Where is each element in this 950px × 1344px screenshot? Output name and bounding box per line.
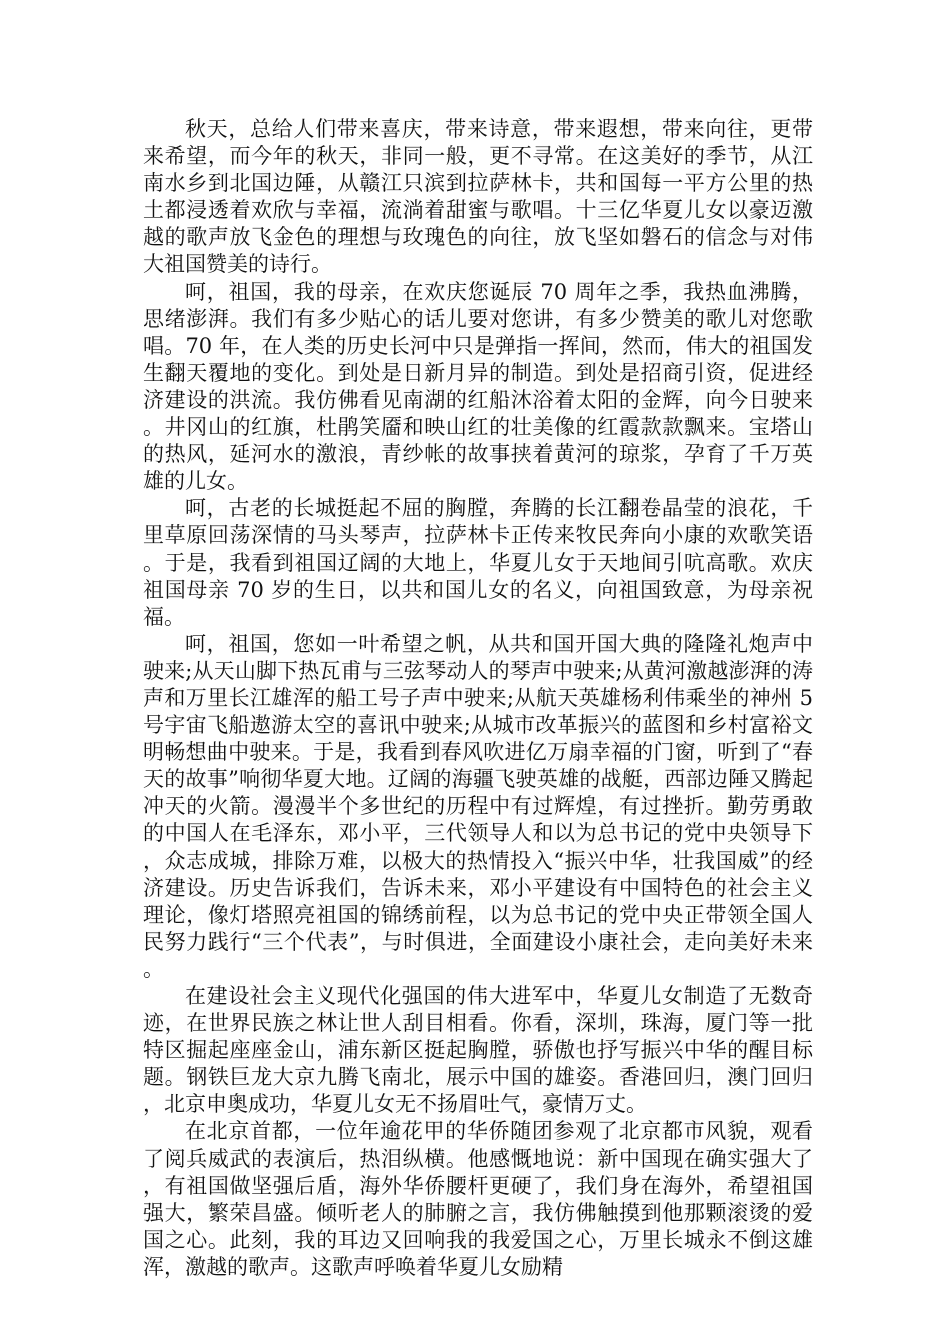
- document-page: [143, 116, 813, 1281]
- paragraph-overseas-chinese: 在北京首都，一位年逾花甲的华侨随团参观了北京都市风貌，观看了阅兵威武的表演后，热泪纵横。他感慨地说：新中国现在确实强大了，有祖国做坚强后盾，海外华侨腰杆更硬了，我们身在海外，希望祖国强大，繁荣昌盛。倾听老人的肺腑之言，我仿佛触摸到他那颗滚烫的爱国之心。此刻，我的耳边又回响我的我爱国之心，万里长城永不倒这雄浑，激越的歌声。这歌声呼唤着华夏儿女励精: [143, 1119, 813, 1279]
- paragraph-great-wall: 呵，古老的长城挺起不屈的胸膛，奔腾的长江翻卷晶莹的浪花，千里草原回荡深情的马头琴声，拉萨林卡正传来牧民奔向小康的欢歌笑语。于是，我看到祖国辽阔的大地上，华夏儿女于天地间引吭高歌。欢庆祖国母亲 70 岁的生日，以共和国儿女的名义，向祖国致意，为母亲祝福。: [143, 496, 813, 629]
- paragraph-motherland-70-years: 呵，祖国，我的母亲，在欢庆您诞辰 70 周年之季，我热血沸腾，思绪澎湃。我们有多少贴心的话儿要对您讲，有多少赞美的歌儿对您歌唱。70 年，在人类的历史长河中只是弹指一挥间，然而，伟大的祖国发生翻天覆地的变化。到处是日新月异的制造。到处是招商引资，促进经济建设的洪流。我仿佛看见南湖的红船沐浴着太阳的金辉，向今日驶来。井冈山的红旗，杜鹃笑靥和映山红的壮美像的红霞款款飘来。宝塔山的热风，延河水的激浪，青纱帐的故事挟着黄河的琼浆，孕育了千万英雄的儿女。: [143, 279, 813, 494]
- paragraph-autumn: 秋天，总给人们带来喜庆，带来诗意，带来遐想，带来向往，更带来希望，而今年的秋天，非同一般，更不寻常。在这美好的季节，从江南水乡到北国边陲，从赣江只滨到拉萨林卡，共和国每一平方公里的热土都浸透着欢欣与幸福，流淌着甜蜜与歌唱。十三亿华夏儿女以豪迈激越的歌声放飞金色的理想与玫瑰色的向往，放飞坚如磐石的信念与对伟大祖国赞美的诗行。: [143, 117, 813, 277]
- paragraph-modernization: 在建设社会主义现代化强国的伟大进军中，华夏儿女制造了无数奇迹，在世界民族之林让世人刮目相看。你看，深圳，珠海，厦门等一批特区掘起座座金山，浦东新区挺起胸膛，骄傲也抒写振兴中华的醒目标题。钢铁巨龙大京九腾飞南北，展示中国的雄姿。香港回归，澳门回归，北京申奥成功，华夏儿女无不扬眉吐气，豪情万丈。: [143, 984, 813, 1117]
- paragraph-sail-of-hope: 呵，祖国，您如一叶希望之帆，从共和国开国大典的隆隆礼炮声中驶来;从天山脚下热瓦甫与三弦琴动人的琴声中驶来;从黄河激越澎湃的涛声和万里长江雄浑的船工号子声中驶来;从航天英雄杨利伟乘坐的神州 5 号宇宙飞船遨游太空的喜讯中驶来;从城市改革振兴的蓝图和乡村富裕文明畅想曲中驶来。于是，我看到春风吹进亿万扇幸福的门窗，听到了“春天的故事”响彻华夏大地。辽阔的海疆飞驶英雄的战艇，西部边陲又腾起冲天的火箭。漫漫半个多世纪的历程中有过辉煌，有过挫折。勤劳勇敢的中国人在毛泽东，邓小平，三代领导人和以为总书记的党中央领导下，众志成城，排除万难，以极大的热情投入“振兴中华，壮我国威”的经济建设。历史告诉我们，告诉未来，邓小平建设有中国特色的社会主义理论，像灯塔照亮祖国的锦绣前程，以为总书记的党中央正带领全国人民努力践行“三个代表”，与时俱进，全面建设小康社会，走向美好未来。: [143, 631, 813, 981]
